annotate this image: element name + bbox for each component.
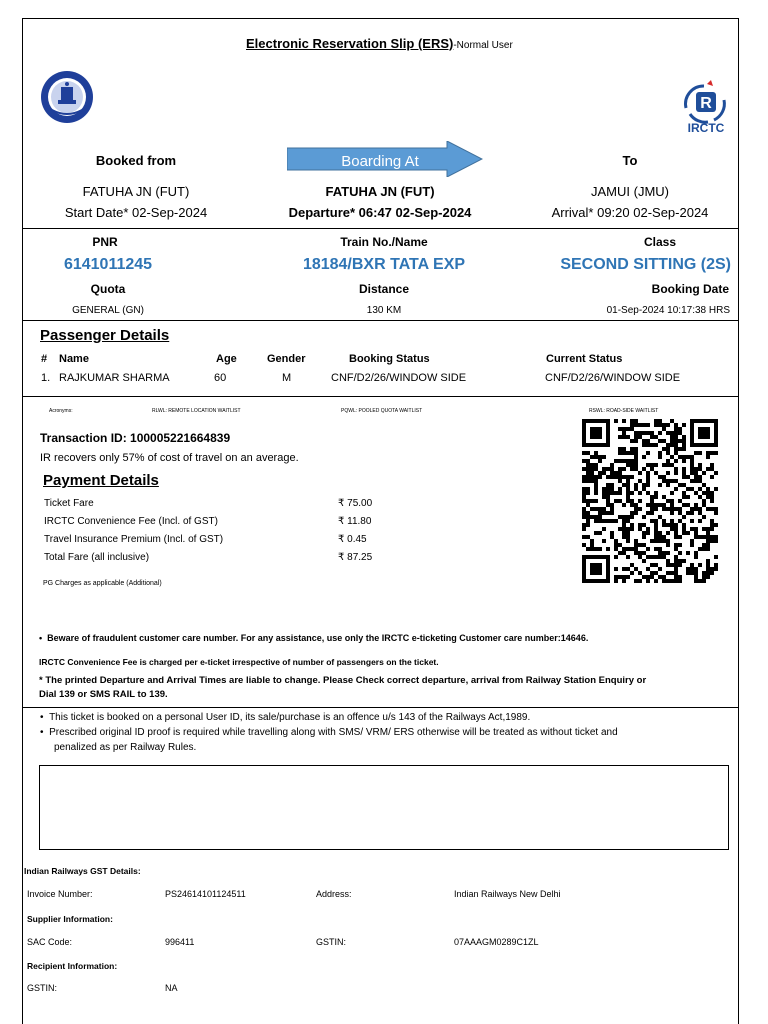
class-label: Class bbox=[643, 235, 677, 249]
gst-title: Indian Railways GST Details: bbox=[24, 866, 141, 876]
blank-box bbox=[39, 765, 729, 850]
boarding-station: FATUHA JN (FUT) bbox=[325, 184, 435, 199]
passenger-current-status: CNF/D2/26/WINDOW SIDE bbox=[545, 372, 681, 384]
quota-value: GENERAL (GN) bbox=[72, 305, 144, 316]
divider bbox=[23, 228, 738, 229]
passenger-details-title: Passenger Details bbox=[40, 327, 170, 344]
address-label: Address: bbox=[316, 889, 352, 899]
times-notice-line2: Dial 139 or SMS RAIL to 139. bbox=[39, 689, 168, 700]
payment-item-label: Total Fare (all inclusive) bbox=[44, 552, 150, 563]
divider bbox=[23, 320, 738, 321]
recipient-title: Recipient Information: bbox=[27, 961, 118, 971]
divider bbox=[23, 396, 738, 397]
passenger-gender: M bbox=[282, 372, 292, 384]
pg-charges-note: PG Charges as applicable (Additional) bbox=[43, 580, 162, 587]
acronym-rlwl: RLWL: REMOTE LOCATION WAITLIST bbox=[152, 408, 241, 414]
ers-title-line bbox=[246, 36, 513, 51]
passenger-header-booking-status: Booking Status bbox=[349, 353, 430, 365]
passenger-header-name: Name bbox=[59, 353, 89, 365]
qr-code bbox=[582, 419, 718, 585]
fraud-notice bbox=[39, 633, 588, 643]
payment-item-amount: ₹ 11.80 bbox=[338, 516, 372, 527]
supplier-title: Supplier Information: bbox=[27, 914, 113, 924]
rule-2 bbox=[40, 727, 618, 738]
convenience-notice: IRCTC Convenience Fee is charged per e-ticket irrespective of number of passengers on the ticket. bbox=[39, 657, 439, 667]
pnr-number: 6141011245 bbox=[63, 256, 153, 273]
departure-time: Departure* 06:47 02-Sep-2024 bbox=[288, 205, 472, 220]
booking-date-value: 01-Sep-2024 10:17:38 HRS bbox=[606, 305, 730, 316]
rule-1 bbox=[40, 712, 530, 723]
start-date: Start Date* 02-Sep-2024 bbox=[64, 205, 208, 220]
acronym-rswl: RSWL: ROAD-SIDE WAITLIST bbox=[589, 408, 659, 414]
irctc-logo-text: IRCTC bbox=[687, 121, 725, 135]
passenger-header-age: Age bbox=[216, 353, 237, 365]
to-station: JAMUI (JMU) bbox=[591, 184, 669, 199]
passenger-header-gender: Gender bbox=[267, 353, 306, 365]
to-label: To bbox=[622, 153, 638, 168]
sac-label: SAC Code: bbox=[27, 937, 73, 947]
from-station: FATUHA JN (FUT) bbox=[82, 184, 190, 199]
payment-item-label: Travel Insurance Premium (Incl. of GST) bbox=[44, 534, 224, 545]
supplier-gstin-label: GSTIN: bbox=[316, 937, 347, 947]
ers-subtitle: -Normal User bbox=[453, 40, 513, 51]
payment-details-title: Payment Details bbox=[43, 472, 159, 489]
quota-label: Quota bbox=[90, 282, 126, 296]
payment-item-amount: ₹ 75.00 bbox=[338, 498, 373, 509]
address-value: Indian Railways New Delhi bbox=[454, 889, 561, 899]
bullet-icon: • bbox=[39, 633, 48, 643]
distance-label: Distance bbox=[358, 282, 410, 296]
svg-text:R: R bbox=[700, 95, 712, 112]
supplier-gstin-value: 07AAAGM0289C1ZL bbox=[454, 937, 539, 947]
payment-item-amount: ₹ 87.25 bbox=[338, 552, 373, 563]
invoice-value: PS24614101124511 bbox=[165, 889, 246, 899]
booking-date-label: Booking Date bbox=[651, 282, 729, 296]
recipient-gstin-value: NA bbox=[165, 983, 178, 993]
acronyms-label: Acronyms: bbox=[49, 408, 73, 414]
transaction-id: Transaction ID: 100005221664839 bbox=[40, 431, 231, 445]
boarding-label: Boarding At bbox=[341, 153, 419, 170]
class-value: SECOND SITTING (2S) bbox=[560, 256, 731, 273]
train-label: Train No./Name bbox=[340, 235, 428, 249]
fraud-notice-text: Beware of fraudulent customer care number. For any assistance, use only the IRCTC e-ticketing Customer care number:14646. bbox=[47, 633, 589, 643]
sac-value: 996411 bbox=[165, 937, 195, 947]
indian-railways-logo bbox=[40, 70, 94, 124]
passenger-header-num: # bbox=[41, 353, 48, 365]
payment-item-label: Ticket Fare bbox=[44, 498, 94, 509]
divider bbox=[23, 707, 738, 708]
booked-from-label: Booked from bbox=[95, 153, 177, 168]
acronym-pqwl: PQWL: POOLED QUOTA WAITLIST bbox=[341, 408, 423, 414]
pnr-label: PNR bbox=[92, 235, 118, 249]
bullet-icon: • bbox=[40, 727, 50, 738]
payment-item-label: IRCTC Convenience Fee (Incl. of GST) bbox=[44, 516, 218, 527]
payment-item-amount: ₹ 0.45 bbox=[338, 534, 367, 545]
passenger-name: RAJKUMAR SHARMA bbox=[59, 372, 170, 384]
distance-value: 130 KM bbox=[366, 305, 402, 316]
rule-2-continued: penalized as per Railway Rules. bbox=[54, 742, 197, 753]
rule-1-text: This ticket is booked on a personal User ID, its sale/purchase is an offence u/s 143 of the Railways Act,1989. bbox=[49, 712, 531, 723]
invoice-label: Invoice Number: bbox=[27, 889, 93, 899]
train-name: 18184/BXR TATA EXP bbox=[302, 256, 466, 273]
recipient-gstin-label: GSTIN: bbox=[27, 983, 58, 993]
passenger-num: 1. bbox=[41, 372, 51, 384]
passenger-header-current-status: Current Status bbox=[546, 353, 623, 365]
passenger-age: 60 bbox=[214, 372, 227, 384]
passenger-booking-status: CNF/D2/26/WINDOW SIDE bbox=[331, 372, 467, 384]
irctc-logo bbox=[680, 78, 730, 136]
bullet-icon: • bbox=[40, 712, 50, 723]
arrival-time: Arrival* 09:20 02-Sep-2024 bbox=[551, 205, 709, 220]
times-notice-line1: * The printed Departure and Arrival Times are liable to change. Please Check correct departure, arrival from Railway Station Enquiry or bbox=[39, 675, 647, 686]
rule-2-text: Prescribed original ID proof is required while travelling along with SMS/ VRM/ ERS otherwise will be treated as without ticket and bbox=[49, 727, 618, 738]
ers-title: Electronic Reservation Slip (ERS) bbox=[246, 36, 454, 51]
recovery-note: IR recovers only 57% of cost of travel on an average. bbox=[40, 452, 299, 464]
